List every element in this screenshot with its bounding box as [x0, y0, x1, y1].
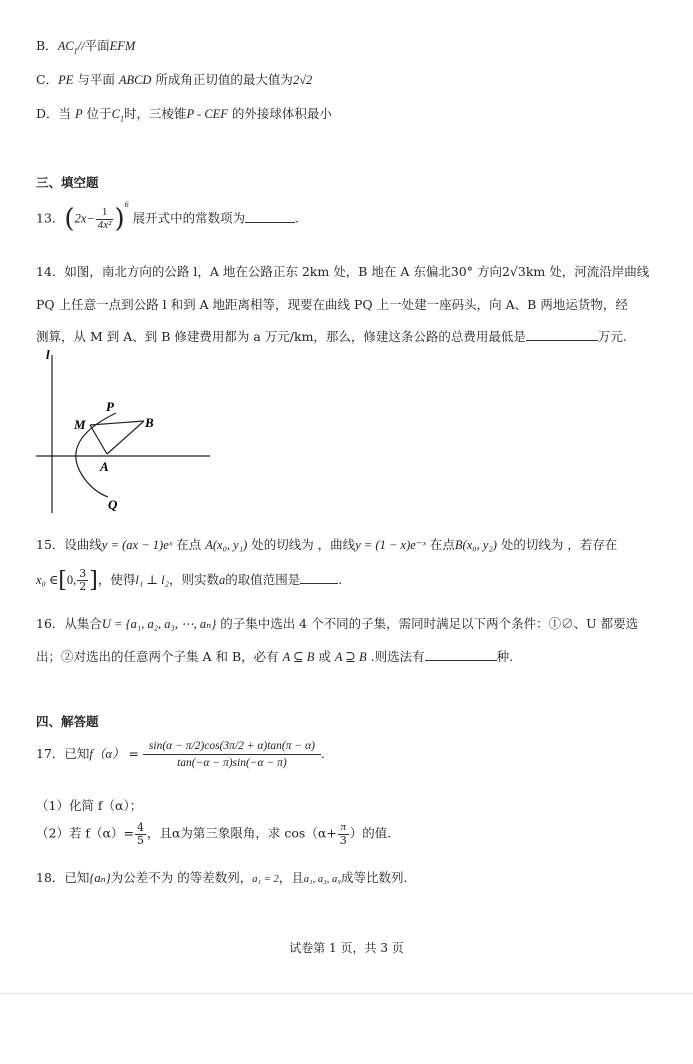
option-c: C．PE 与平面 ABCD 所成角正切值的最大值为2√2 [36, 72, 313, 87]
q14-figure [30, 345, 220, 515]
question-14-line-2: PQ 上任意一点到公路 l 和到 A 地距离相等，现要在曲线 PQ 上一处建一座码头，向 A、B 两地运货物，经 [36, 297, 628, 312]
segment-ma [90, 425, 107, 454]
question-17-part-2: （2）若 f（α）= $\frac{4}{5}$ ，且α为第三象限角，求 cos（α+ $\frac{\pi}{3}$ ）的值. [36, 821, 392, 847]
question-15-line-2: x₀ ∈[0, $\frac{3}{2}$ ]，使得l₁ ⊥ l₂，则实数a的取值范围是 . [36, 567, 343, 593]
section-heading-fill-in: 三、填空题 [36, 175, 99, 190]
label-l: l [46, 347, 50, 362]
q14-answer-blank [526, 340, 598, 341]
option-b: B．$AC_1//$平面EFM [36, 38, 136, 56]
page-divider [0, 993, 693, 994]
label-a: A [100, 459, 109, 474]
question-17: 17．已知f（α） = $\frac{\sin(\alpha - \pi/2)\cos(3\pi/2 + \alpha)\tan(\pi - \alpha)}{\tan(-\alpha - \pi)\sin(-\alpha - \pi)}$ . [36, 740, 325, 769]
q17-fraction: $\frac{\sin(\alpha - \pi/2)\cos(3\pi/2 + \alpha)\tan(\pi - \alpha)}{\tan(-\alpha - \pi)\sin(-\alpha - \pi)}$ [143, 738, 321, 771]
segment-ab [107, 421, 144, 454]
question-17-part-1: （1）化简 f（α）； [36, 798, 143, 813]
question-14-line-3: 测算，从 M 到 A、到 B 修建费用都为 a 万元/km，那么，修建这条公路的总费用最低是 万元. [36, 329, 627, 344]
question-18: 18．已知{aₙ}为公差不为 的等差数列，a₁ = 2，且a₁, a₃, a₉成等比数列. [36, 870, 408, 885]
q15-answer-blank [300, 583, 338, 584]
question-16-line-1: 16．从集合U = {a₁, a₂, a₃, ⋯, aₙ} 的子集中选出 4 个不同的子集，需同时满足以下两个条件：①∅、U 都要选 [36, 616, 639, 631]
question-15-line-1: 15．设曲线y = (ax − 1)eˣ 在点 A(x₀, y₁) 处的切线为 ，曲线y = (1 − x)e⁻ˣ 在点B(x₀, y₂) 处的切线为 ，若存在 [36, 537, 618, 552]
q13-fraction: $\frac{1}{\text{4x²}}$ [97, 205, 112, 231]
question-14-line-1: 14．如图，南北方向的公路 l，A 地在公路正东 2km 处，B 地在 A 东偏北30° 方向2√3km 处，河流沿岸曲线 [36, 264, 650, 279]
q16-answer-blank [425, 660, 497, 661]
label-b: B [145, 415, 154, 430]
option-d: D．当 P 位于$C_1$时，三棱锥P - CEF 的外接球体积最小 [36, 106, 332, 124]
question-13: 13．(2x− $\frac{1}{\text{4x²}}$ )$^6$ 展开式中的常数项为 . [36, 200, 300, 234]
label-p: P [106, 399, 114, 414]
q13-answer-blank [245, 222, 295, 223]
page-footer: 试卷第 1 页，共 3 页 [289, 941, 404, 955]
label-m: M [74, 417, 86, 432]
section-heading-solve: 四、解答题 [36, 714, 99, 729]
question-16-line-2: 出；②对选出的任意两个子集 A 和 B，必有 A ⊆ B 或 A ⊇ B .则选法有 种. [36, 649, 514, 664]
label-q: Q [108, 497, 118, 512]
